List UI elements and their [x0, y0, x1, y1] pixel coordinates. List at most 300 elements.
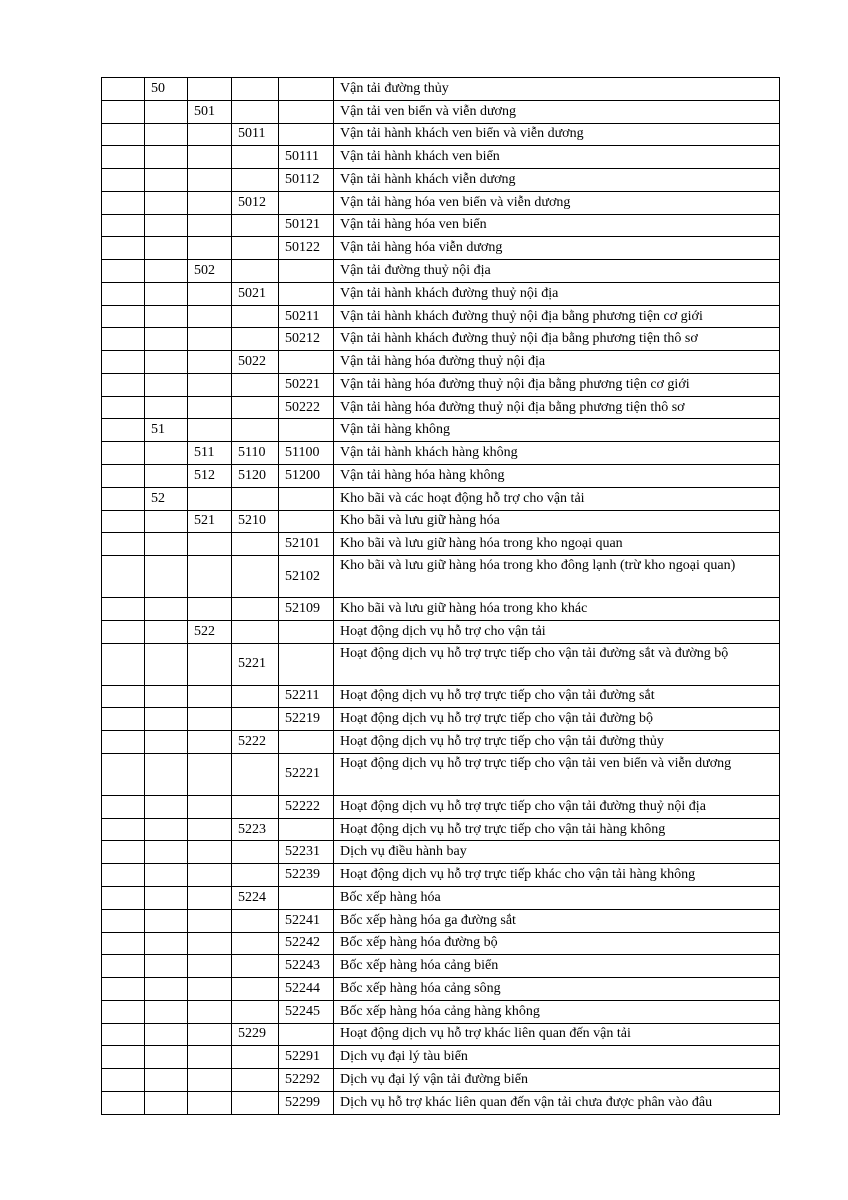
level-2-code-cell: 50 — [145, 78, 188, 101]
level-4-code-cell — [232, 841, 279, 864]
level-4-code-cell — [232, 978, 279, 1001]
level-5-code-cell: 50112 — [279, 169, 334, 192]
level-1-code-cell — [102, 305, 145, 328]
level-1-code-cell — [102, 351, 145, 374]
level-5-code-cell: 50221 — [279, 373, 334, 396]
industry-name-cell: Bốc xếp hàng hóa cảng sông — [334, 978, 780, 1001]
level-2-code-cell — [145, 909, 188, 932]
level-3-code-cell — [188, 886, 232, 909]
level-4-code-cell — [232, 556, 279, 598]
level-2-code-cell — [145, 886, 188, 909]
level-3-code-cell — [188, 753, 232, 795]
level-3-code-cell — [188, 795, 232, 818]
level-3-code-cell — [188, 146, 232, 169]
level-4-code-cell — [232, 146, 279, 169]
industry-name-cell: Vận tải hàng hóa đường thuỷ nội địa bằng phương tiện cơ giới — [334, 373, 780, 396]
level-1-code-cell — [102, 282, 145, 305]
table-row — [102, 864, 780, 887]
level-1-code-cell — [102, 818, 145, 841]
industry-name-cell: Vận tải hàng hóa đường thuỷ nội địa — [334, 351, 780, 374]
level-2-code-cell — [145, 685, 188, 708]
level-5-code-cell: 52291 — [279, 1046, 334, 1069]
table-row — [102, 123, 780, 146]
level-3-code-cell — [188, 191, 232, 214]
level-4-code-cell — [232, 932, 279, 955]
level-5-code-cell — [279, 191, 334, 214]
level-4-code-cell: 5224 — [232, 886, 279, 909]
table-row — [102, 260, 780, 283]
industry-name-cell: Vận tải hành khách ven biển — [334, 146, 780, 169]
level-5-code-cell — [279, 620, 334, 643]
industry-name-cell: Bốc xếp hàng hóa đường bộ — [334, 932, 780, 955]
level-4-code-cell: 5022 — [232, 351, 279, 374]
level-4-code-cell — [232, 955, 279, 978]
level-2-code-cell — [145, 708, 188, 731]
level-3-code-cell: 502 — [188, 260, 232, 283]
level-1-code-cell — [102, 1046, 145, 1069]
level-3-code-cell — [188, 1046, 232, 1069]
level-3-code-cell — [188, 169, 232, 192]
level-2-code-cell — [145, 100, 188, 123]
level-3-code-cell — [188, 487, 232, 510]
level-1-code-cell — [102, 328, 145, 351]
level-2-code-cell — [145, 1046, 188, 1069]
level-5-code-cell: 52241 — [279, 909, 334, 932]
level-3-code-cell — [188, 708, 232, 731]
table-row — [102, 1000, 780, 1023]
industry-name-cell: Vận tải hàng hóa ven biển — [334, 214, 780, 237]
level-4-code-cell: 5210 — [232, 510, 279, 533]
table-row — [102, 978, 780, 1001]
level-2-code-cell — [145, 123, 188, 146]
level-3-code-cell — [188, 818, 232, 841]
level-1-code-cell — [102, 373, 145, 396]
industry-name-cell: Vận tải ven biển và viễn dương — [334, 100, 780, 123]
level-3-code-cell — [188, 909, 232, 932]
level-4-code-cell — [232, 260, 279, 283]
level-1-code-cell — [102, 237, 145, 260]
level-5-code-cell — [279, 100, 334, 123]
table-row — [102, 146, 780, 169]
level-3-code-cell — [188, 396, 232, 419]
level-2-code-cell — [145, 282, 188, 305]
level-5-code-cell: 52102 — [279, 556, 334, 598]
level-3-code-cell — [188, 1023, 232, 1046]
table-row — [102, 328, 780, 351]
level-3-code-cell — [188, 556, 232, 598]
level-4-code-cell — [232, 864, 279, 887]
level-2-code-cell — [145, 351, 188, 374]
level-3-code-cell — [188, 351, 232, 374]
table-row — [102, 932, 780, 955]
level-4-code-cell — [232, 78, 279, 101]
level-4-code-cell — [232, 795, 279, 818]
level-4-code-cell — [232, 237, 279, 260]
level-5-code-cell: 52109 — [279, 598, 334, 621]
level-5-code-cell: 52299 — [279, 1091, 334, 1114]
level-1-code-cell — [102, 886, 145, 909]
level-3-code-cell — [188, 841, 232, 864]
level-1-code-cell — [102, 1069, 145, 1092]
level-4-code-cell — [232, 753, 279, 795]
industry-name-cell: Kho bãi và lưu giữ hàng hóa trong kho khác — [334, 598, 780, 621]
level-4-code-cell: 5012 — [232, 191, 279, 214]
table-row — [102, 282, 780, 305]
level-2-code-cell — [145, 510, 188, 533]
table-row — [102, 305, 780, 328]
level-2-code-cell — [145, 643, 188, 685]
table-row — [102, 1046, 780, 1069]
level-2-code-cell — [145, 1091, 188, 1114]
industry-name-cell: Dịch vụ hỗ trợ khác liên quan đến vận tải chưa được phân vào đâu — [334, 1091, 780, 1114]
level-1-code-cell — [102, 731, 145, 754]
level-4-code-cell — [232, 620, 279, 643]
level-1-code-cell — [102, 1000, 145, 1023]
level-3-code-cell — [188, 328, 232, 351]
level-4-code-cell — [232, 533, 279, 556]
level-5-code-cell: 52101 — [279, 533, 334, 556]
industry-name-cell: Kho bãi và lưu giữ hàng hóa trong kho ngoại quan — [334, 533, 780, 556]
level-4-code-cell — [232, 419, 279, 442]
table-row — [102, 100, 780, 123]
level-5-code-cell: 52221 — [279, 753, 334, 795]
industry-name-cell: Vận tải hành khách ven biển và viễn dương — [334, 123, 780, 146]
level-5-code-cell: 50111 — [279, 146, 334, 169]
industry-name-cell: Hoạt động dịch vụ hỗ trợ trực tiếp cho vận tải đường sắt và đường bộ — [334, 643, 780, 685]
level-4-code-cell — [232, 100, 279, 123]
industry-name-cell: Hoạt động dịch vụ hỗ trợ trực tiếp khác cho vận tải hàng không — [334, 864, 780, 887]
level-4-code-cell: 5222 — [232, 731, 279, 754]
level-3-code-cell: 511 — [188, 442, 232, 465]
level-1-code-cell — [102, 533, 145, 556]
table-row — [102, 78, 780, 101]
level-1-code-cell — [102, 753, 145, 795]
level-5-code-cell — [279, 282, 334, 305]
level-2-code-cell — [145, 864, 188, 887]
table-row — [102, 1023, 780, 1046]
level-3-code-cell: 512 — [188, 465, 232, 488]
level-1-code-cell — [102, 909, 145, 932]
level-5-code-cell — [279, 643, 334, 685]
level-2-code-cell — [145, 818, 188, 841]
industry-name-cell: Bốc xếp hàng hóa — [334, 886, 780, 909]
level-5-code-cell: 52242 — [279, 932, 334, 955]
level-2-code-cell — [145, 328, 188, 351]
table-row — [102, 396, 780, 419]
industry-name-cell: Dịch vụ đại lý vận tải đường biển — [334, 1069, 780, 1092]
level-3-code-cell: 521 — [188, 510, 232, 533]
industry-name-cell: Bốc xếp hàng hóa cảng biển — [334, 955, 780, 978]
level-2-code-cell — [145, 598, 188, 621]
level-2-code-cell — [145, 731, 188, 754]
level-5-code-cell — [279, 818, 334, 841]
table-row — [102, 214, 780, 237]
industry-name-cell: Vận tải hàng hóa ven biển và viễn dương — [334, 191, 780, 214]
level-1-code-cell — [102, 795, 145, 818]
industry-name-cell: Vận tải hành khách đường thuỷ nội địa bằng phương tiện thô sơ — [334, 328, 780, 351]
industry-name-cell: Bốc xếp hàng hóa cảng hàng không — [334, 1000, 780, 1023]
level-3-code-cell: 522 — [188, 620, 232, 643]
level-5-code-cell — [279, 78, 334, 101]
level-2-code-cell — [145, 1069, 188, 1092]
level-4-code-cell: 5229 — [232, 1023, 279, 1046]
level-3-code-cell — [188, 1000, 232, 1023]
table-row — [102, 818, 780, 841]
table-row — [102, 351, 780, 374]
level-1-code-cell — [102, 1091, 145, 1114]
level-2-code-cell — [145, 556, 188, 598]
level-3-code-cell — [188, 864, 232, 887]
industry-name-cell: Vận tải hàng hóa hàng không — [334, 465, 780, 488]
level-1-code-cell — [102, 419, 145, 442]
level-1-code-cell — [102, 708, 145, 731]
table-row — [102, 909, 780, 932]
level-5-code-cell: 52292 — [279, 1069, 334, 1092]
level-1-code-cell — [102, 955, 145, 978]
level-4-code-cell — [232, 396, 279, 419]
table-row — [102, 753, 780, 795]
table-row — [102, 685, 780, 708]
level-5-code-cell — [279, 1023, 334, 1046]
level-5-code-cell: 52245 — [279, 1000, 334, 1023]
level-5-code-cell — [279, 886, 334, 909]
level-2-code-cell — [145, 955, 188, 978]
level-4-code-cell — [232, 909, 279, 932]
industry-name-cell: Bốc xếp hàng hóa ga đường sắt — [334, 909, 780, 932]
table-row — [102, 442, 780, 465]
level-5-code-cell — [279, 260, 334, 283]
level-1-code-cell — [102, 396, 145, 419]
level-2-code-cell — [145, 465, 188, 488]
level-5-code-cell — [279, 731, 334, 754]
level-2-code-cell — [145, 795, 188, 818]
level-4-code-cell: 5110 — [232, 442, 279, 465]
level-2-code-cell — [145, 191, 188, 214]
industry-name-cell: Vận tải hành khách đường thuỷ nội địa bằng phương tiện cơ giới — [334, 305, 780, 328]
level-5-code-cell: 52243 — [279, 955, 334, 978]
level-2-code-cell — [145, 932, 188, 955]
level-1-code-cell — [102, 214, 145, 237]
level-4-code-cell — [232, 598, 279, 621]
level-1-code-cell — [102, 465, 145, 488]
level-1-code-cell — [102, 510, 145, 533]
level-2-code-cell — [145, 260, 188, 283]
level-4-code-cell — [232, 487, 279, 510]
level-2-code-cell — [145, 214, 188, 237]
level-5-code-cell — [279, 419, 334, 442]
level-4-code-cell — [232, 305, 279, 328]
level-3-code-cell — [188, 598, 232, 621]
level-3-code-cell — [188, 978, 232, 1001]
level-1-code-cell — [102, 100, 145, 123]
table-body — [102, 78, 780, 1115]
level-2-code-cell — [145, 1023, 188, 1046]
table-row — [102, 643, 780, 685]
table-row — [102, 419, 780, 442]
industry-name-cell: Vận tải hành khách viễn dương — [334, 169, 780, 192]
level-5-code-cell: 51200 — [279, 465, 334, 488]
industry-name-cell: Hoạt động dịch vụ hỗ trợ trực tiếp cho vận tải đường sắt — [334, 685, 780, 708]
level-3-code-cell — [188, 419, 232, 442]
industry-code-table — [101, 77, 780, 1115]
level-1-code-cell — [102, 169, 145, 192]
level-2-code-cell — [145, 841, 188, 864]
table-row — [102, 598, 780, 621]
level-4-code-cell — [232, 1069, 279, 1092]
level-2-code-cell — [145, 396, 188, 419]
level-1-code-cell — [102, 78, 145, 101]
level-4-code-cell — [232, 328, 279, 351]
table-row — [102, 533, 780, 556]
table-row — [102, 731, 780, 754]
level-1-code-cell — [102, 123, 145, 146]
level-3-code-cell — [188, 237, 232, 260]
industry-name-cell: Hoạt động dịch vụ hỗ trợ trực tiếp cho vận tải đường thủy — [334, 731, 780, 754]
level-1-code-cell — [102, 978, 145, 1001]
level-3-code-cell — [188, 731, 232, 754]
level-4-code-cell — [232, 1046, 279, 1069]
level-3-code-cell — [188, 214, 232, 237]
level-4-code-cell: 5011 — [232, 123, 279, 146]
level-4-code-cell: 5021 — [232, 282, 279, 305]
level-3-code-cell — [188, 282, 232, 305]
table-row — [102, 237, 780, 260]
level-3-code-cell — [188, 932, 232, 955]
table-row — [102, 373, 780, 396]
level-3-code-cell — [188, 533, 232, 556]
industry-name-cell: Dịch vụ điều hành bay — [334, 841, 780, 864]
level-2-code-cell — [145, 169, 188, 192]
industry-name-cell: Vận tải hàng hóa viễn dương — [334, 237, 780, 260]
level-2-code-cell — [145, 442, 188, 465]
level-2-code-cell — [145, 1000, 188, 1023]
industry-name-cell: Vận tải hàng không — [334, 419, 780, 442]
level-2-code-cell — [145, 373, 188, 396]
level-4-code-cell: 5120 — [232, 465, 279, 488]
level-1-code-cell — [102, 620, 145, 643]
level-2-code-cell — [145, 237, 188, 260]
level-3-code-cell — [188, 373, 232, 396]
industry-name-cell: Vận tải đường thủy — [334, 78, 780, 101]
level-5-code-cell: 50222 — [279, 396, 334, 419]
industry-name-cell: Dịch vụ đại lý tàu biển — [334, 1046, 780, 1069]
level-3-code-cell: 501 — [188, 100, 232, 123]
level-1-code-cell — [102, 841, 145, 864]
table-row — [102, 169, 780, 192]
industry-name-cell: Kho bãi và lưu giữ hàng hóa — [334, 510, 780, 533]
level-5-code-cell: 50122 — [279, 237, 334, 260]
level-3-code-cell — [188, 955, 232, 978]
industry-name-cell: Hoạt động dịch vụ hỗ trợ cho vận tải — [334, 620, 780, 643]
level-5-code-cell: 52219 — [279, 708, 334, 731]
level-5-code-cell: 52244 — [279, 978, 334, 1001]
level-4-code-cell — [232, 1000, 279, 1023]
level-5-code-cell — [279, 351, 334, 374]
table-row — [102, 1069, 780, 1092]
table-row — [102, 556, 780, 598]
level-5-code-cell: 52231 — [279, 841, 334, 864]
level-5-code-cell: 52239 — [279, 864, 334, 887]
level-5-code-cell: 52222 — [279, 795, 334, 818]
table-row — [102, 841, 780, 864]
table-row — [102, 487, 780, 510]
level-4-code-cell: 5223 — [232, 818, 279, 841]
level-1-code-cell — [102, 932, 145, 955]
industry-name-cell: Vận tải đường thuỷ nội địa — [334, 260, 780, 283]
industry-name-cell: Vận tải hành khách hàng không — [334, 442, 780, 465]
level-2-code-cell — [145, 753, 188, 795]
level-4-code-cell — [232, 1091, 279, 1114]
table-row — [102, 191, 780, 214]
level-4-code-cell — [232, 685, 279, 708]
industry-name-cell: Vận tải hành khách đường thuỷ nội địa — [334, 282, 780, 305]
industry-name-cell: Hoạt động dịch vụ hỗ trợ trực tiếp cho vận tải đường bộ — [334, 708, 780, 731]
level-2-code-cell: 52 — [145, 487, 188, 510]
table-row — [102, 795, 780, 818]
level-1-code-cell — [102, 191, 145, 214]
industry-name-cell: Hoạt động dịch vụ hỗ trợ trực tiếp cho vận tải hàng không — [334, 818, 780, 841]
table-row — [102, 620, 780, 643]
industry-name-cell: Kho bãi và lưu giữ hàng hóa trong kho đông lạnh (trừ kho ngoại quan) — [334, 556, 780, 598]
level-1-code-cell — [102, 487, 145, 510]
table-row — [102, 465, 780, 488]
level-5-code-cell: 50212 — [279, 328, 334, 351]
level-3-code-cell — [188, 305, 232, 328]
level-1-code-cell — [102, 1023, 145, 1046]
level-4-code-cell — [232, 708, 279, 731]
level-5-code-cell: 50121 — [279, 214, 334, 237]
level-4-code-cell: 5221 — [232, 643, 279, 685]
level-3-code-cell — [188, 1091, 232, 1114]
industry-name-cell: Vận tải hàng hóa đường thuỷ nội địa bằng phương tiện thô sơ — [334, 396, 780, 419]
level-2-code-cell — [145, 305, 188, 328]
level-5-code-cell: 51100 — [279, 442, 334, 465]
level-5-code-cell — [279, 123, 334, 146]
level-3-code-cell — [188, 123, 232, 146]
level-1-code-cell — [102, 864, 145, 887]
level-2-code-cell — [145, 978, 188, 1001]
table-row — [102, 955, 780, 978]
industry-name-cell: Hoạt động dịch vụ hỗ trợ trực tiếp cho vận tải đường thuỷ nội địa — [334, 795, 780, 818]
level-5-code-cell: 50211 — [279, 305, 334, 328]
industry-name-cell: Kho bãi và các hoạt động hỗ trợ cho vận tải — [334, 487, 780, 510]
level-1-code-cell — [102, 685, 145, 708]
table-row — [102, 886, 780, 909]
level-2-code-cell — [145, 533, 188, 556]
level-1-code-cell — [102, 598, 145, 621]
level-3-code-cell — [188, 643, 232, 685]
level-3-code-cell — [188, 78, 232, 101]
level-2-code-cell — [145, 146, 188, 169]
level-1-code-cell — [102, 260, 145, 283]
level-5-code-cell — [279, 487, 334, 510]
level-4-code-cell — [232, 169, 279, 192]
level-3-code-cell — [188, 685, 232, 708]
level-2-code-cell: 51 — [145, 419, 188, 442]
level-1-code-cell — [102, 146, 145, 169]
level-5-code-cell — [279, 510, 334, 533]
table-row — [102, 708, 780, 731]
level-4-code-cell — [232, 373, 279, 396]
level-1-code-cell — [102, 643, 145, 685]
level-3-code-cell — [188, 1069, 232, 1092]
industry-name-cell: Hoạt động dịch vụ hỗ trợ khác liên quan đến vận tải — [334, 1023, 780, 1046]
level-1-code-cell — [102, 442, 145, 465]
level-1-code-cell — [102, 556, 145, 598]
level-2-code-cell — [145, 620, 188, 643]
level-4-code-cell — [232, 214, 279, 237]
table-row — [102, 1091, 780, 1114]
